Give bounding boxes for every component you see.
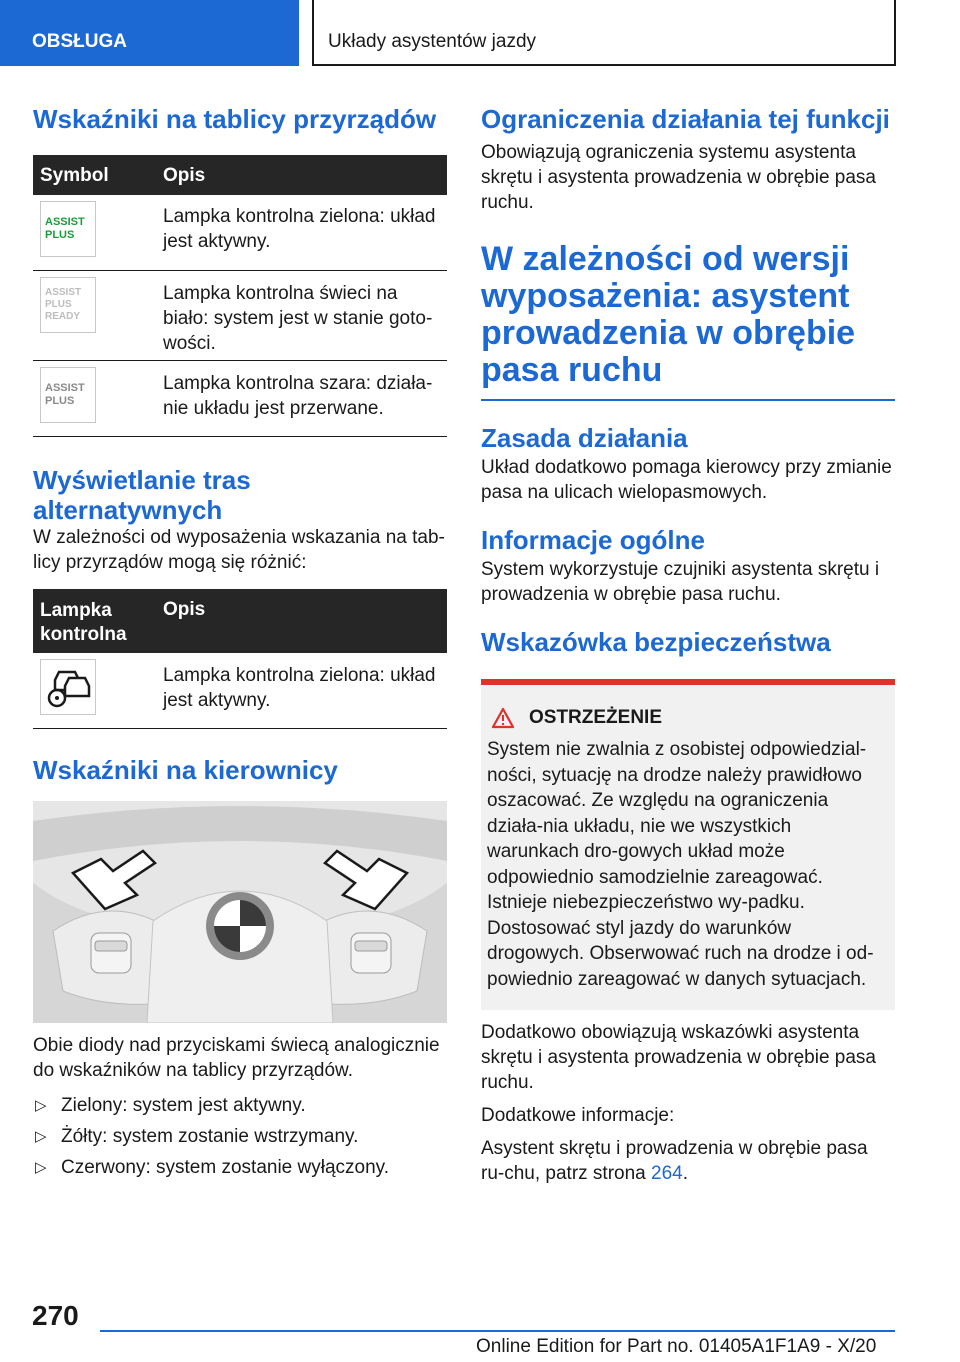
table-row [33, 195, 447, 270]
triangle-bullet-icon: ▷ [35, 1159, 47, 1176]
chapter-title: Układy asystentów jazdy [312, 0, 896, 66]
table-row [33, 653, 447, 729]
heading-general: Informacje ogólne [481, 525, 705, 555]
triangle-bullet-icon: ▷ [35, 1097, 47, 1114]
limits-text: Obowiązują ograniczenia systemu asystenta skrętu i asystenta prowadzenia w obrębie pasa ruchu. [481, 142, 877, 213]
led-color-list [33, 1093, 447, 1180]
warning-triangle-icon [491, 707, 515, 729]
symbol-table [33, 155, 447, 437]
extra-text: Dodatkowo obowiązują wskazówki asystenta skrętu i asystenta prowadzenia w obrębie pasa ruchu. [481, 1022, 877, 1093]
heading-main: W zależności od wersji wyposażenia: asystent prowadzenia w obrębie pasa ruchu [481, 240, 856, 389]
heading-limits: Ograniczenia działania tej funkcji [481, 104, 890, 134]
assist-plus-ready-icon: ASSIST PLUS READY [40, 277, 96, 333]
table-row [33, 360, 447, 436]
row-desc: Lampka kontrolna zielona: układ jest aktywny. [153, 653, 447, 729]
warning-title: OSTRZEŻENIE [529, 707, 663, 728]
lamp-table [33, 589, 447, 730]
wheel-text: Obie diody nad przyciskami świecą analogicznie do wskaźników na tablicy przyrządów. [33, 1035, 440, 1081]
heading-alt-routes: Wyświetlanie tras alternatywnych [33, 464, 251, 525]
triangle-bullet-icon: ▷ [35, 1128, 47, 1145]
warning-header [487, 707, 885, 729]
list-item: ▷ Zielony: system jest aktywny. [35, 1095, 306, 1116]
col-header-desc: Opis [153, 155, 447, 195]
row-desc: Lampka kontrolna szara: działa-nie układu jest przerwane. [153, 360, 447, 436]
col-header-lamp: Lampka kontrolna [33, 589, 153, 653]
reference-text: Asystent skrętu i prowadzenia w obrębie pasa ru-chu, patrz strona 264. [481, 1138, 868, 1184]
heading-indicators: Wskaźniki na tablicy przyrządów [33, 104, 437, 134]
heading-rule [481, 399, 895, 401]
heading-principle: Zasada działania [481, 423, 688, 453]
list-item: ▷ Żółty: system zostanie wstrzymany. [35, 1126, 359, 1147]
list-item: ▷ Czerwony: system zostanie wyłączony. [35, 1157, 390, 1178]
principle-text: Układ dodatkowo pomaga kierowcy przy zmianie pasa na ulicach wielopasmowych. [481, 457, 892, 503]
footer-edition: Online Edition for Part no. 01405A1F1A9 - X/20 [476, 1336, 877, 1357]
table-row [33, 270, 447, 360]
extra-info-label: Dodatkowe informacje: [481, 1105, 675, 1126]
col-header-symbol: Symbol [33, 155, 153, 195]
alt-routes-text: W zależności od wyposażenia wskazania na tab-licy przyrządów mogą się różnić: [33, 526, 445, 573]
left-column [33, 100, 447, 1186]
page-link[interactable]: 264 [651, 1163, 683, 1184]
assist-plus-grey-icon: ASSIST PLUS [40, 367, 96, 423]
col-header-desc: Opis [153, 589, 447, 653]
lane-assist-car-icon [40, 659, 96, 715]
section-tab: OBSŁUGA [0, 0, 299, 66]
assist-plus-green-icon: ASSIST PLUS [40, 201, 96, 257]
warning-text: System nie zwalnia z osobistej odpowiedzial-ności, sytuację na drodze należy prawidłowo oszacować. Ze względu na ograniczenia działa-nia układu, nie we wszystkich warunkach dro-gowych układ może odpowiednio samodzielnie zareagować. Istnieje niebezpieczeństwo wy-padku. Dostosować styl jazdy do warunków drogowych. Obserwować ruch na drodze i od-powiednio zareagować w danych sytuacjach. [487, 739, 874, 990]
row-desc: Lampka kontrolna świeci na biało: system jest w stanie goto-wości. [153, 270, 447, 360]
row-desc: Lampka kontrolna zielona: układ jest aktywny. [153, 195, 447, 270]
warning-box [481, 679, 895, 1010]
heading-wheel: Wskaźniki na kierownicy [33, 755, 338, 785]
general-text: System wykorzystuje czujniki asystenta skrętu i prowadzenia w obrębie pasa ruchu. [481, 559, 880, 605]
heading-safety: Wskazówka bezpieczeństwa [481, 627, 831, 657]
right-column [481, 100, 895, 1186]
footer-rule [100, 1330, 895, 1332]
page-number: 270 [32, 1300, 79, 1331]
steering-wheel-image [33, 801, 447, 1023]
